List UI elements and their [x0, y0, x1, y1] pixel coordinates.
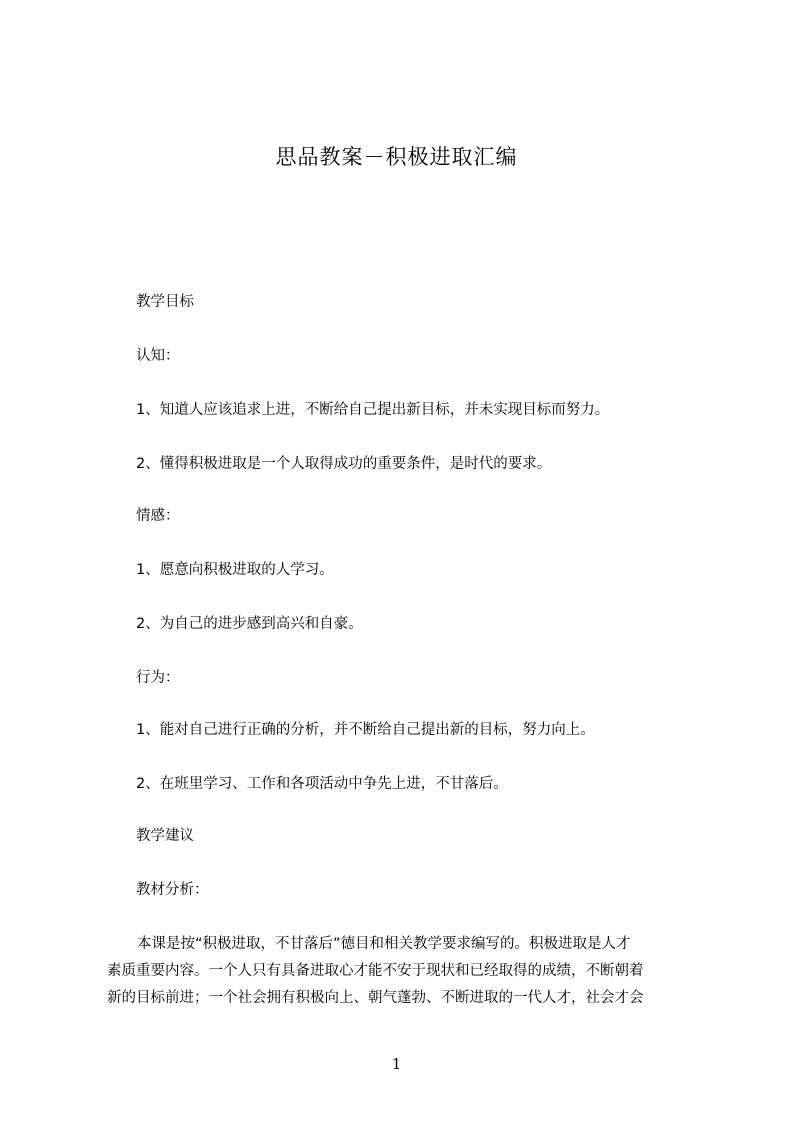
list-item: 1、愿意向积极进取的人学习。 — [136, 562, 334, 578]
list-item: 1、知道人应该追求上进，不断给自己提出新目标，并未实现目标而努力。 — [136, 402, 610, 418]
paragraph-line: 本课是按“积极进取，不甘落后”德目和相关教学要求编写的。积极进取是人才 — [137, 936, 631, 952]
subheading-material-analysis: 教材分析： — [136, 882, 209, 898]
list-item: 2、在班里学习、工作和各项活动中争先上进，不甘落后。 — [136, 776, 508, 792]
subheading-behavior: 行为： — [136, 670, 180, 686]
section-heading-teaching-suggestions: 教学建议 — [136, 828, 194, 844]
paragraph-line: 素质重要内容。一个人只有具备进取心才能不安于现状和已经取得的成绩，不断朝着 — [107, 963, 644, 979]
subheading-emotion: 情感： — [136, 508, 180, 524]
page-title: 思品教案－积极进取汇编 — [275, 145, 518, 169]
body-paragraph — [107, 931, 693, 1012]
list-item: 2、为自己的进步感到高兴和自豪。 — [136, 616, 363, 632]
paragraph-line: 新的目标前进；一个社会拥有积极向上、朝气蓬勃、不断进取的一代人才，社会才会 — [107, 990, 644, 1006]
page-number: 1 — [391, 1055, 402, 1073]
list-item: 2、懂得积极进取是一个人取得成功的重要条件，是时代的要求。 — [136, 456, 552, 472]
subheading-cognition: 认知： — [136, 348, 180, 364]
list-item: 1、能对自己进行正确的分析，并不断给自己提出新的目标，努力向上。 — [136, 722, 595, 738]
section-heading-teaching-goals: 教学目标 — [136, 294, 194, 310]
